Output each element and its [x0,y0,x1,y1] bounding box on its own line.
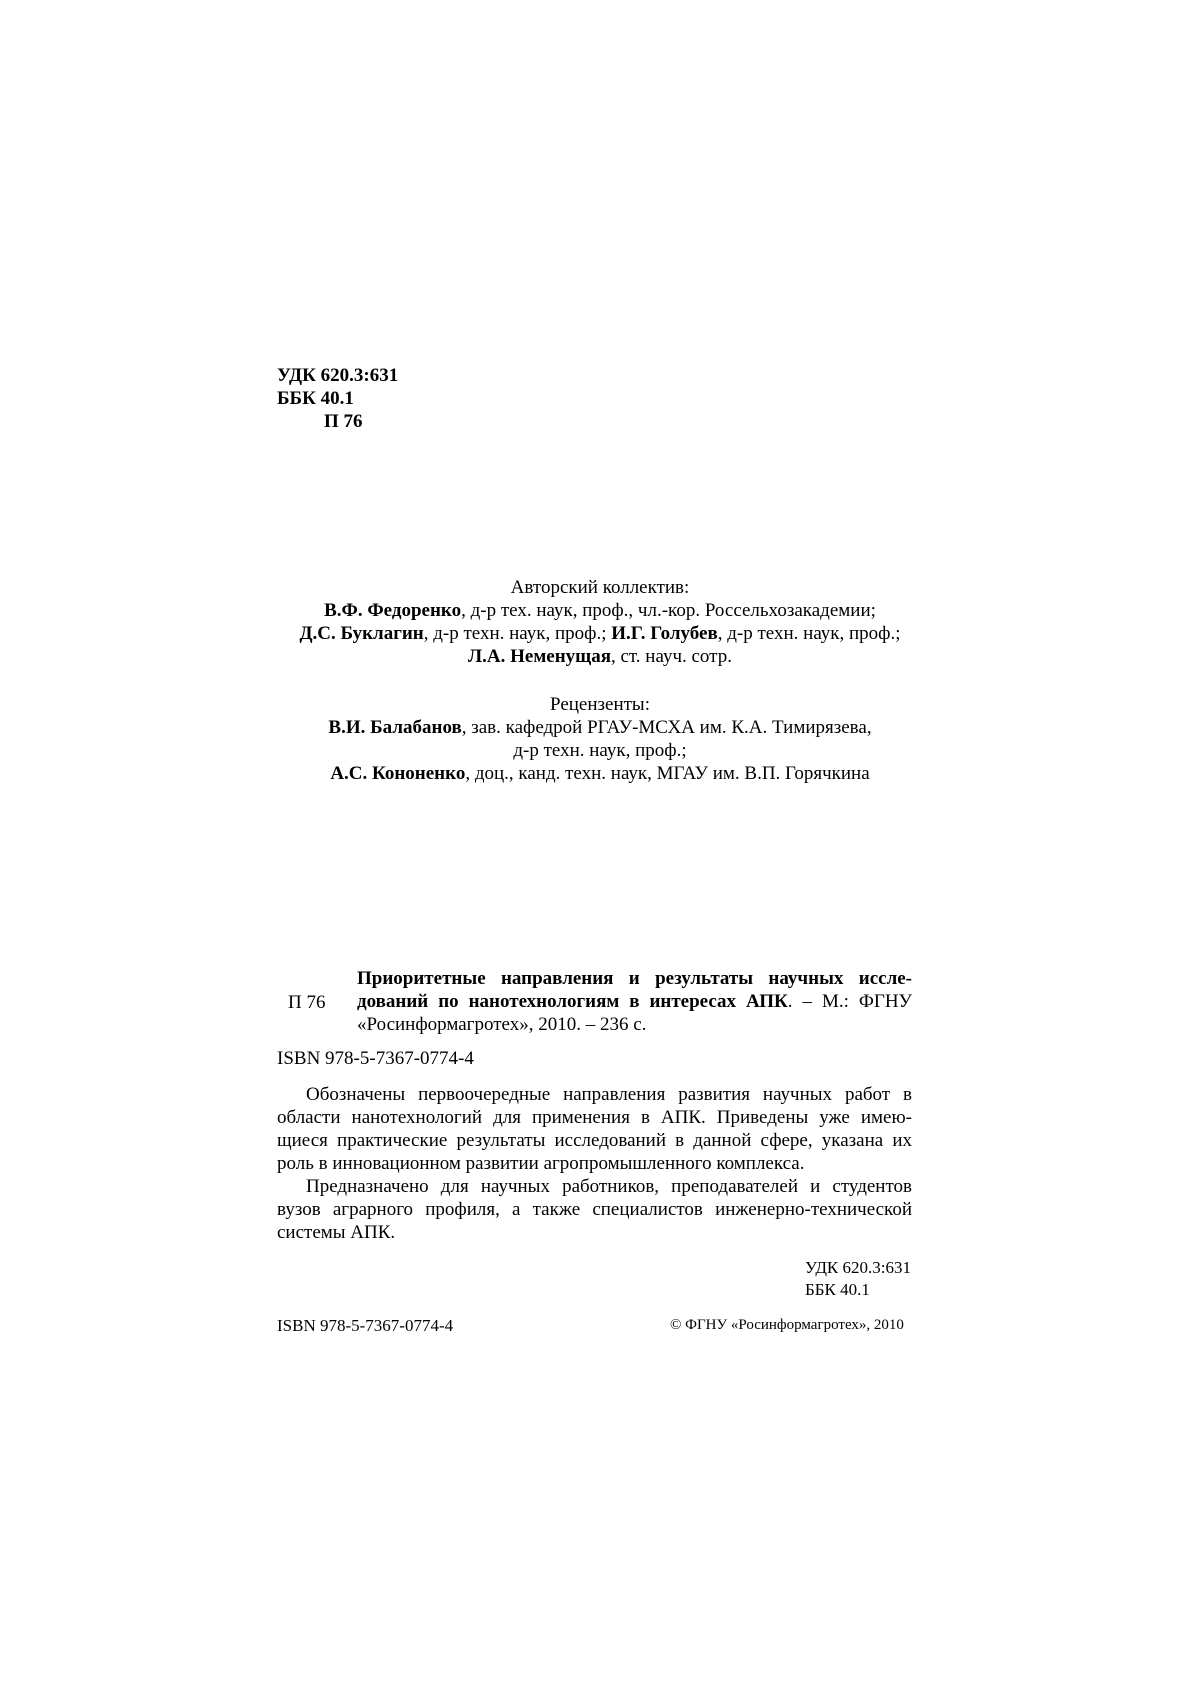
author-line-2 [270,622,930,645]
annotation-line: Обозначены первоочередные направления развития научных работ в [306,1084,912,1105]
reviewer-credentials: , доц., канд. техн. наук, МГАУ им. В.П. Горячкина [465,763,870,784]
annotation [277,1083,912,1244]
bib-publisher-part: . – М.: ФГНУ [787,991,912,1012]
annotation-line: области нанотехнологий для применения в АПК. Приведены уже имею- [277,1107,912,1128]
annotation-line: Предназначено для научных работников, преподавателей и студентов [306,1176,912,1197]
author-line-1 [270,599,930,622]
classification-bottom [805,1257,911,1301]
classification-top [277,364,398,433]
author-name: В.Ф. Федоренко [324,600,462,621]
author-credentials: , д-р техн. наук, проф.; [423,623,612,644]
author-mark: П 76 [324,411,363,432]
reviewer-line-2: д-р техн. наук, проф.; [513,740,687,761]
bbk-code: ББК 40.1 [805,1280,870,1299]
annotation-line: вузов аграрного профиля, а также специалистов инженерно-технической [277,1199,912,1220]
reviewer-line-3 [270,762,930,785]
reviewer-line-1 [270,716,930,739]
authors-heading: Авторский коллектив: [510,577,690,598]
annotation-line: щиеся практические результаты исследований в данной сфере, указана их [277,1130,912,1151]
author-name: Д.С. Буклагин [299,623,424,644]
reviewers-block [270,693,930,785]
annotation-line: системы АПК. [277,1222,396,1243]
annotation-line: роль в инновационном развитии агропромышленного комплекса. [277,1153,805,1174]
isbn: ISBN 978-5-7367-0774-4 [277,1048,474,1069]
author-credentials: , д-р техн. наук, проф.; [717,623,901,644]
reviewer-credentials: , зав. кафедрой РГАУ-МСХА им. К.А. Тимирязева, [461,717,872,738]
bbk-code: ББК 40.1 [277,388,354,409]
reviewer-name: В.И. Балабанов [328,717,462,738]
reviewer-name: А.С. Кононенко [330,763,466,784]
bib-imprint-line: «Росинформагротех», 2010. – 236 с. [357,1014,647,1035]
footer-isbn: ISBN 978-5-7367-0774-4 [277,1316,454,1335]
bibliographic-entry [357,967,912,1036]
bib-title-line-1: Приоритетные направления и результаты научных иссле- [357,968,912,989]
copyright-notice: © ФГНУ «Росинформагротех», 2010 [670,1317,904,1333]
udk-code: УДК 620.3:631 [805,1258,911,1277]
reviewers-heading: Рецензенты: [550,694,650,715]
bib-author-mark: П 76 [288,992,326,1013]
author-credentials: , ст. науч. сотр. [611,646,732,667]
author-name: И.Г. Голубев [611,623,718,644]
udk-code: УДК 620.3:631 [277,365,399,386]
bib-title-line-2 [357,990,912,1013]
author-line-3 [270,645,930,668]
bib-title-part: дований по нанотехнологиям в интересах АПК [357,991,788,1012]
author-name: Л.А. Неменущая [468,646,611,667]
authors-block [270,576,930,668]
author-credentials: , д-р тех. наук, проф., чл.-кор. Россельхозакадемии; [461,600,876,621]
